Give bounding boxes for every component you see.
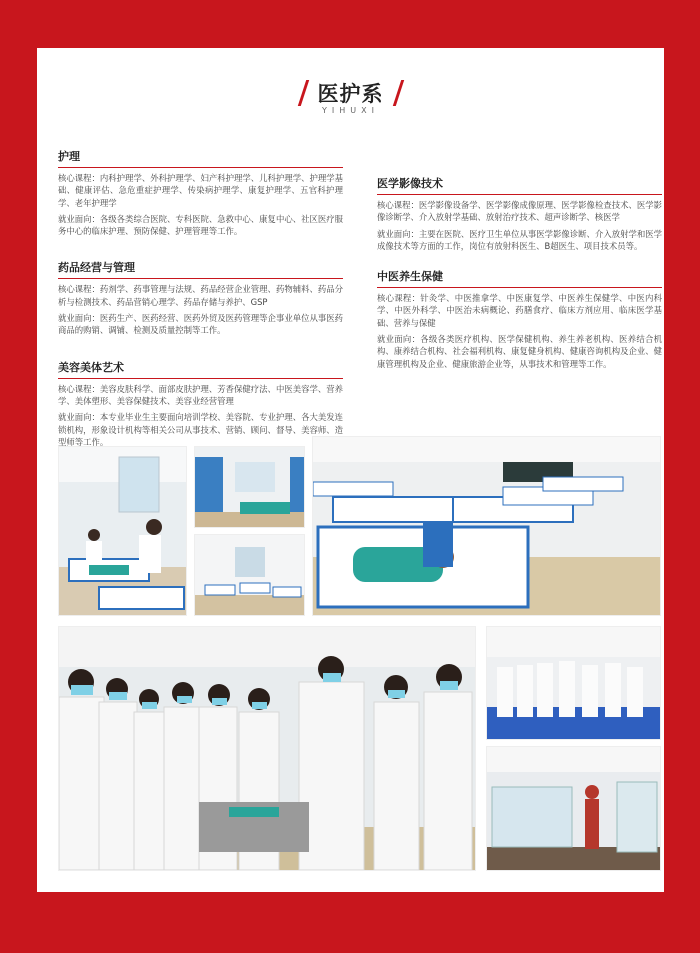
left-column <box>58 148 343 462</box>
section-beauty <box>58 359 343 448</box>
core-courses: 核心课程：内科护理学、外科护理学、妇产科护理学、儿科护理学、护理学基础、健康评估、急危重症护理学、传染病护理学、康复护理学、五官科护理学、老年护理学 <box>58 173 343 208</box>
section-nursing <box>58 148 343 237</box>
department-title <box>37 78 664 117</box>
section-heading: 护理 <box>58 148 343 168</box>
photo-anatomy-lab <box>486 746 661 871</box>
photo-ward-blue-curtain <box>194 446 305 528</box>
section-imaging <box>377 175 662 252</box>
photo-nursing-demo <box>58 446 187 616</box>
core-courses: 核心课程：药剂学、药事管理与法规、药品经营企业管理、药物辅料、药品分析与检测技术、药品营销心理学、药品存储与养护、GSP <box>58 284 343 307</box>
employment: 就业面向：主要在医院、医疗卫生单位从事医学影像诊断、介入放射学和医学成像技术等方面的工作，岗位有放射科医生、B超医生、项目技术员等。 <box>377 228 662 251</box>
brochure-page <box>37 48 664 892</box>
title-text: 医护系 <box>317 81 384 106</box>
section-pharmacy <box>58 259 343 336</box>
employment: 就业面向：医药生产、医药经营、医药外贸及医药管理等企事业单位从事医药商品的购销、调铺、检测及质量控制等工作。 <box>58 313 343 336</box>
title-pinyin: YIHUXI <box>322 106 379 115</box>
section-heading: 医学影像技术 <box>377 175 662 195</box>
core-courses: 核心课程：针灸学、中医推拿学、中医康复学、中医养生保健学、中医内科学、中医外科学、中医治未病概论、药膳食疗、临床方剂应用、临床医学基础、营养与保健 <box>377 293 662 328</box>
core-courses: 核心课程：美容皮肤科学、面部皮肤护理、芳香保健疗法、中医美容学、营养学、美体塑形、美容保健技术、美容业经营管理 <box>58 383 343 406</box>
section-heading: 中医养生保健 <box>377 268 662 288</box>
photo-nursing-students <box>58 626 476 871</box>
section-heading: 药品经营与管理 <box>58 259 343 279</box>
section-tcm <box>377 268 662 370</box>
right-column <box>377 175 662 384</box>
employment: 就业面向：各级各类综合医院、专科医院、急救中心、康复中心、社区医疗服务中心的临床护理、预防保健、护理管理等工作。 <box>58 213 343 237</box>
employment: 就业面向：本专业毕业生主要面向培训学校、美容院、专业护理、各大美发连锁机构，形象设计机构等相关公司从事技术、营销、顾问、督导、美容师、造型师等工作。 <box>58 412 343 447</box>
photo-nurse-oath <box>486 626 661 740</box>
core-courses: 核心课程：医学影像设备学、医学影像成像原理、医学影像检查技术、医学影像诊断学、介入放射学基础、放射治疗技术、超声诊断学、核医学 <box>377 200 662 223</box>
title-slash-right <box>392 80 403 106</box>
employment: 就业面向：各级各类医疗机构、医学保健机构、养生养老机构、医养结合机构、康养结合机构、社会福利机构、康复健身机构、健康咨询机构及企业、健康管理机构及企业、健康旅游企业等，从事技术和管理等工作。 <box>377 334 662 369</box>
photo-ward-beds <box>194 534 305 616</box>
title-slash-left <box>297 80 308 106</box>
photo-training-ward <box>312 436 661 616</box>
section-heading: 美容美体艺术 <box>58 359 343 379</box>
